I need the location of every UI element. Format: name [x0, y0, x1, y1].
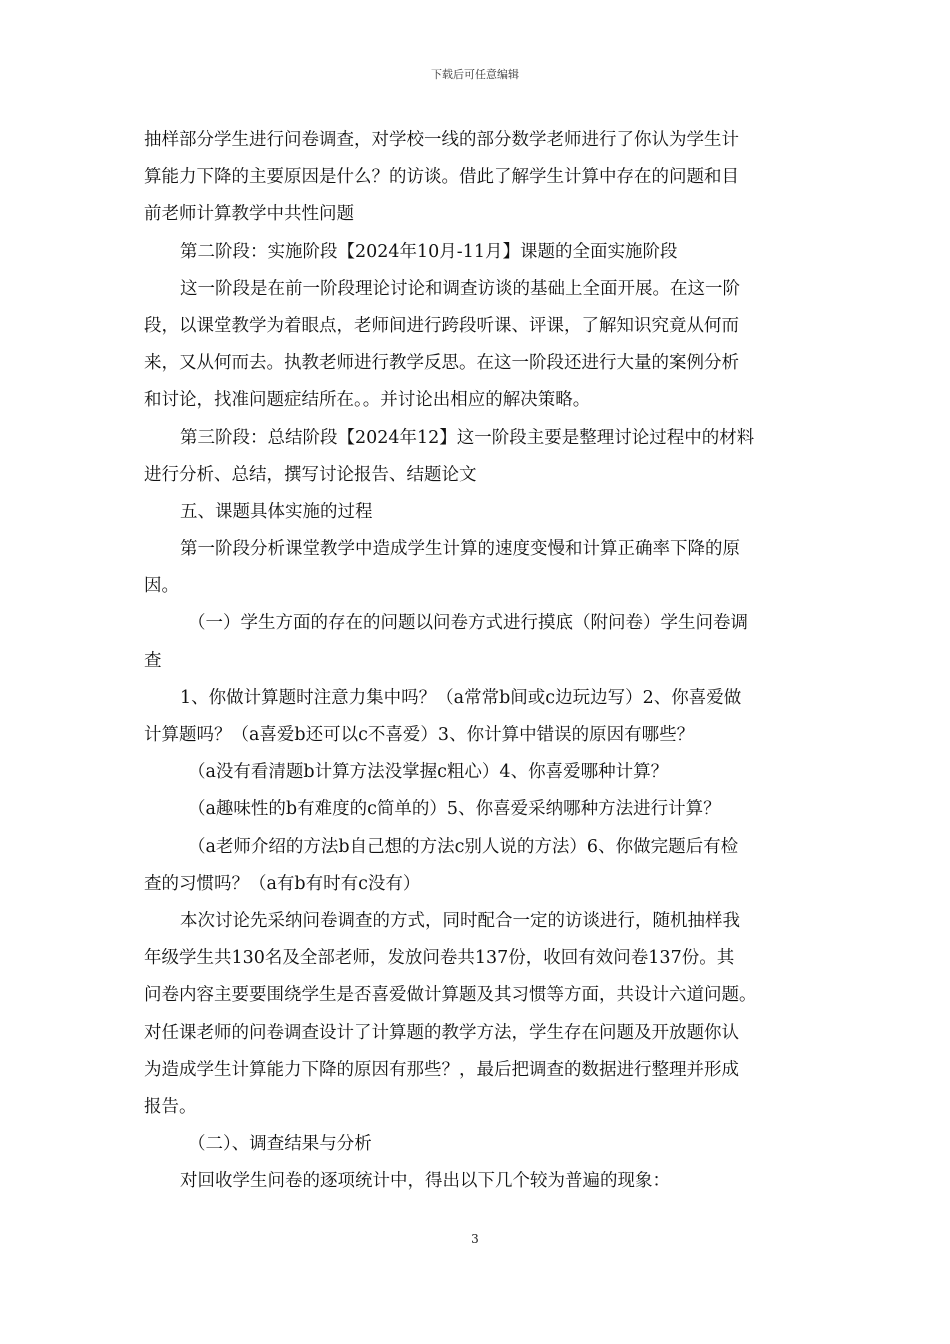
paragraph-line: 报告。 — [144, 1096, 197, 1117]
paragraph-line: 查 — [144, 650, 162, 671]
paragraph-line: 为造成学生计算能力下降的原因有那些？，最后把调查的数据进行整理并形成 — [144, 1059, 739, 1080]
paragraph-line: 段，以课堂教学为着眼点，老师间进行跨段听课、评课，了解知识究竟从何而 — [144, 315, 739, 336]
stage-three-heading: 第三阶段：总结阶段【2024年12】这一阶段主要是整理讨论过程中的材料 — [180, 427, 755, 448]
document-body — [144, 122, 814, 1200]
paragraph-line: 抽样部分学生进行问卷调查，对学校一线的部分数学老师进行了你认为学生计 — [144, 130, 739, 150]
subsection-heading: （二）、调查结果与分析 — [188, 1134, 372, 1155]
paragraph-line: 问卷内容主要要围绕学生是否喜爱做计算题及其习惯等方面，共设计六道问题。 — [144, 985, 757, 1006]
paragraph-line: 对任课老师的问卷调查设计了计算题的教学方法，学生存在问题及开放题你认 — [144, 1022, 739, 1043]
paragraph-line: 来，又从何而去。执教老师进行教学反思。在这一阶段还进行大量的案例分析 — [144, 353, 739, 374]
paragraph-line: 第一阶段分析课堂教学中造成学生计算的速度变慢和计算正确率下降的原 — [180, 539, 740, 560]
paragraph-line: 这一阶段是在前一阶段理论讨论和调查访谈的基础上全面开展。在这一阶 — [180, 278, 740, 299]
paragraph-line: 对回收学生问卷的逐项统计中，得出以下几个较为普遍的现象： — [180, 1171, 670, 1192]
stage-two-heading: 第二阶段：实施阶段【2024年10月-11月】课题的全面实施阶段 — [180, 241, 678, 262]
page-header: 下载后可任意编辑 — [431, 68, 519, 81]
paragraph-line: 年级学生共130名及全部老师，发放问卷共137份，收回有效问卷137份。其 — [144, 948, 735, 969]
paragraph-line: 因。 — [144, 576, 179, 597]
paragraph-line: 和讨论，找准问题症结所在。。并讨论出相应的解决策略。 — [144, 390, 591, 411]
paragraph-line: 本次讨论先采纳问卷调查的方式，同时配合一定的访谈进行，随机抽样我 — [180, 910, 740, 931]
questionnaire-line: （a没有看清题b计算方法没掌握c粗心）4、你喜爱哪种计算？ — [188, 762, 669, 783]
page-number: 3 — [471, 1232, 479, 1246]
questionnaire-line: 查的习惯吗？（a有b有时有c没有） — [144, 873, 421, 894]
questionnaire-line: （a老师介绍的方法b自己想的方法c别人说的方法）6、你做完题后有检 — [188, 836, 739, 857]
paragraph-line: 前老师计算教学中共性问题 — [144, 204, 354, 225]
paragraph-line: 进行分析、总结，撰写讨论报告、结题论文 — [144, 464, 477, 485]
questionnaire-line: 1、你做计算题时注意力集中吗？（a常常b间或c边玩边写）2、你喜爱做 — [180, 687, 742, 708]
questionnaire-line: （a趣味性的b有难度的c简单的）5、你喜爱采纳哪种方法进行计算？ — [188, 799, 721, 820]
questionnaire-line: 计算题吗？（a喜爱b还可以c不喜爱）3、你计算中错误的原因有哪些？ — [144, 725, 695, 745]
section-heading: 五、课题具体实施的过程 — [180, 501, 373, 522]
paragraph-line: 算能力下降的主要原因是什么？的访谈。借此了解学生计算中存在的问题和目 — [144, 167, 739, 188]
subsection-heading: （一）学生方面的存在的问题以问卷方式进行摸底（附问卷）学生问卷调 — [188, 613, 748, 634]
